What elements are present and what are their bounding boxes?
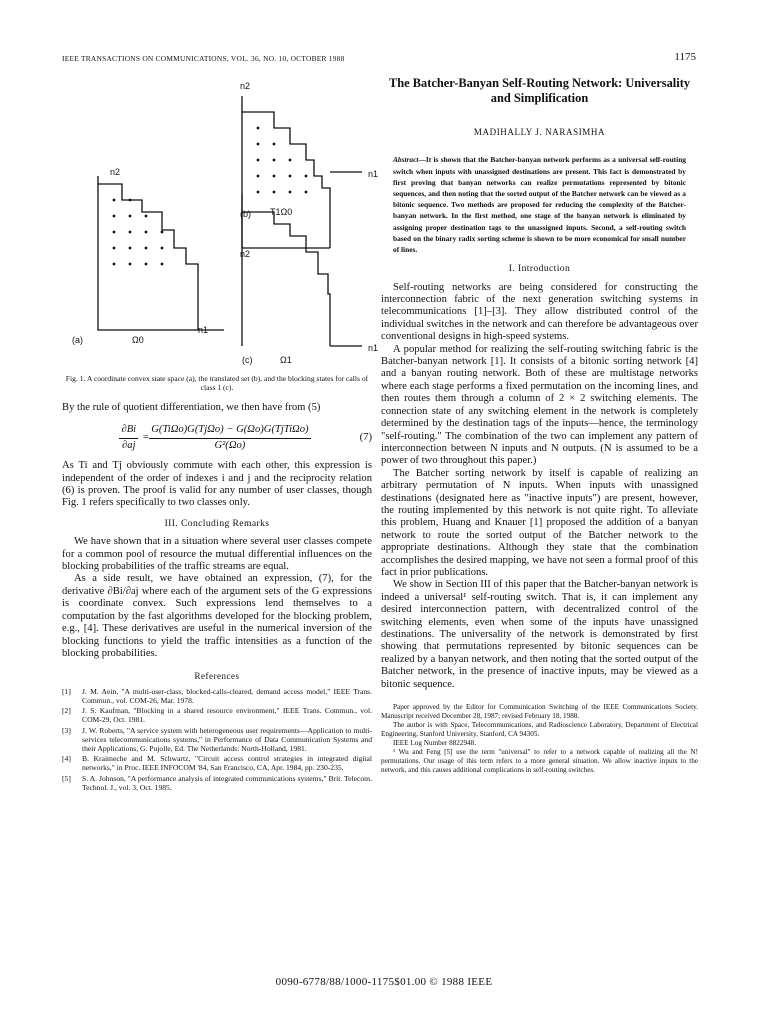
paper-author: MADIHALLY J. NARASIMHA [473, 127, 606, 137]
section-concluding-remarks: III. Concluding Remarks [164, 517, 270, 529]
conclusion-paragraph-1: We have shown that in a situation where several user classes compete for a common pool of resource the mutual differential influences on the blocking probabilities of the traffic streams are equal. [62, 536, 372, 573]
footnotes [381, 703, 698, 775]
eq-equals: = [142, 432, 150, 444]
reference-item: [2] J. S. Kaufman, "Blocking in a shared resource environment," IEEE Trans. Commun., vol. COM-29, Oct. 1981. [62, 706, 372, 725]
left-column [62, 72, 379, 793]
abstract-label: Abstract [393, 155, 419, 165]
eq-rhs-denominator: G²(Ωo) [214, 439, 246, 451]
fig-a-axis-n2: n2 [110, 167, 121, 177]
figure-caption: Fig. 1. A coordinate convex state space (a), the translated set (b), and the blocking states for calls of class 1 (c). [65, 374, 369, 392]
fig-b-omega: T1Ω0 [270, 207, 293, 217]
references-title: References [194, 671, 240, 682]
footnote-approval: Paper approved by the Editor for Communication Switching of the IEEE Communications Society. Manuscript received December 28, 1987; revised February 18, 1988. [381, 703, 698, 721]
equation-7 [62, 424, 372, 452]
running-header: IEEE TRANSACTIONS ON COMMUNICATIONS, VOL. 36, NO. 10, OCTOBER 1988 [62, 54, 345, 63]
figure-1-diagram [62, 72, 372, 372]
section-introduction: I. Introduction [508, 263, 571, 275]
abstract [381, 154, 698, 255]
reciprocity-paragraph: As Ti and Tj obviously commute with each other, this expression is independent of the order of indexes i and j and the reciprocity relation (6) is proven. The proof is valid for any number of user classes, though Fig. 1 refers specifically to two classes only. [62, 460, 372, 509]
reference-item: [3] J. W. Roberts, "A service system with heterogeneous user requirements—Application to multi-services telecommunications systems," in Performance of Data Communication Systems and their Applications, G. Pujolle, Ed. The Netherlands: North-Holland, 1981. [62, 725, 372, 753]
references-list [62, 687, 372, 792]
intro-paragraph-1: Self-routing networks are being considered for constructing the interconnection fabric of the next generation switching systems in telecommunications [1]–[3]. They allow distributed control of the individual switches in the network and can therefore be advantageous over conventional designs in high-speed systems. [381, 281, 698, 343]
equation-number: (7) [359, 432, 372, 444]
page-number: 1175 [674, 51, 696, 63]
intro-paragraph-4: We show in Section III of this paper that the Batcher-banyan network is indeed a universal¹ self-routing switch. That is, it can implement any desired interconnection pattern, with decentralized control of the switching elements, even when some of the inputs have unassigned destinations. The universality of the network is demonstrated by first showing that permutations represented by bitonic sequences can be realized by a banyan network, and then noting that the sorted output of the Batcher network, in the presence of inactive inputs, may be viewed as a bitonic sequence. [381, 579, 698, 690]
reference-item: [1] J. M. Aein, "A multi-user-class, blocked-calls-cleared, demand access model," IEEE Trans. Commun., vol. COM-26, Mar. 1978. [62, 686, 372, 705]
right-column [381, 72, 698, 775]
fig-b-axis-n1: n1 [368, 169, 379, 179]
footnote-log-number: IEEE Log Number 8822948. [393, 739, 477, 748]
intro-paragraph-2: A popular method for realizing the self-routing switching fabric is the Batcher-banyan network [1]. It consists of a bitonic sorting network [4] and a banyan routing network. Both of these are multistage networks where each stage performs a fixed permutation on the incoming lines, and then routes them through a column of 2 × 2 switching elements. The connection state of any switching element in the network is completely determined by the destination tags of the inputs—hence, the terminology "self-routing." The combination of the two can implement any pattern of interconnection between N inputs and N outputs. (N is assumed to be a power of two throughout this paper.) [381, 343, 698, 467]
paper-title: The Batcher-Banyan Self-Routing Network: Universality and Simplification [388, 76, 691, 105]
fig-a-axis-n1: n1 [198, 325, 209, 335]
reference-item: [5] S. A. Johnson, "A performance analysis of integrated communications systems," Brit. Telecom. Technol. J., vol. 3, Oct. 1985. [62, 773, 372, 792]
fig-c-axis-n2: n2 [240, 249, 251, 259]
figure-1 [62, 72, 379, 372]
fig-c-tag: (c) [242, 355, 253, 365]
fig-a-omega: Ω0 [132, 335, 144, 345]
fig-b-tag: (b) [240, 209, 251, 219]
quotient-intro: By the rule of quotient differentiation, we then have from (5) [62, 402, 321, 413]
fig-a-tag: (a) [72, 335, 83, 345]
fig-b-staircase [242, 96, 330, 248]
footnote-universal: ¹ Wu and Feng [5] use the term "universal" to refer to a network capable of realizing all the N! permutations. Our usage of this term refers to a more general situation. We allow inactive inputs to the network, and this causes additional complications in self-routing switches. [381, 748, 698, 775]
footnote-affiliation: The author is with Space, Telecommunications, and Radioscience Laboratory, Department of Electrical Engineering, Stanford University, Stanford, CA 94305. [381, 721, 698, 739]
abstract-text: —It is shown that the Batcher-banyan network performs as a universal self-routing switch when inputs with unassigned destinations are present. This fact is demonstrated by first proving that banyan networks can realize permutations represented by bitonic sequences, and then noting that the sorted output of the Batcher network can be viewed as a bitonic sequence. Two methods are proposed for reducing the complexity of the Batcher-banyan network. In the first method, one stage of the banyan network is eliminated by assigning proper destination tags to the unassigned inputs. Second, a self-routing switch based on the binary radix sorting scheme is shown to be more economical for small number of lines. [393, 155, 686, 255]
eq-lhs-fraction [119, 424, 138, 452]
fig-b-axis-n2: n2 [240, 81, 251, 91]
conclusion-paragraph-2: As a side result, we have obtained an expression, (7), for the derivative ∂Bi/∂aj where each of the argument sets of the G expressions is coordinate convex. Such expressions lend themselves to a computation by the fast algorithms developed for the blocking problem, e.g., [4]. These derivatives are useful in the numerical inversion of the blocking functions to yield the traffic intensities as a function of the blocking probabilities. [62, 573, 372, 659]
eq-lhs-denominator: ∂aj [122, 439, 136, 451]
fig-c-omega: Ω1 [280, 355, 292, 365]
reference-item: [4] B. Kraimeche and M. Schwartz, "Circuit access control strategies in integrated digital networks," in Proc. IEEE INFOCOM '84, San Francisco, CA, Apr. 1984, pp. 230-235. [62, 754, 372, 773]
fig-c-axis-n1: n1 [368, 343, 379, 353]
eq-lhs-numerator: ∂Bi [119, 424, 138, 438]
eq-rhs-fraction [149, 424, 310, 452]
intro-paragraph-3: The Batcher sorting network by itself is capable of realizing an arbitrary permutation of N inputs. When inputs with unassigned destinations (designated here as "inactive inputs") are present, however, the routing implemented by this network is not quite right. To alleviate this problem, Huang and Knauer [1] proposed the addition of a banyan network to route the sorted output of the Batcher network to the appropriate destinations. Although they state that the combination accomplishes the desired mapping, we have not seen a formal proof of this fact in prior publications. [381, 467, 698, 578]
copyright-line: 0090-6778/88/1000-1175$01.00 © 1988 IEEE [275, 976, 493, 988]
eq-rhs-numerator: G(TiΩo)G(TjΩo) − G(Ωo)G(TjTiΩo) [149, 424, 310, 438]
